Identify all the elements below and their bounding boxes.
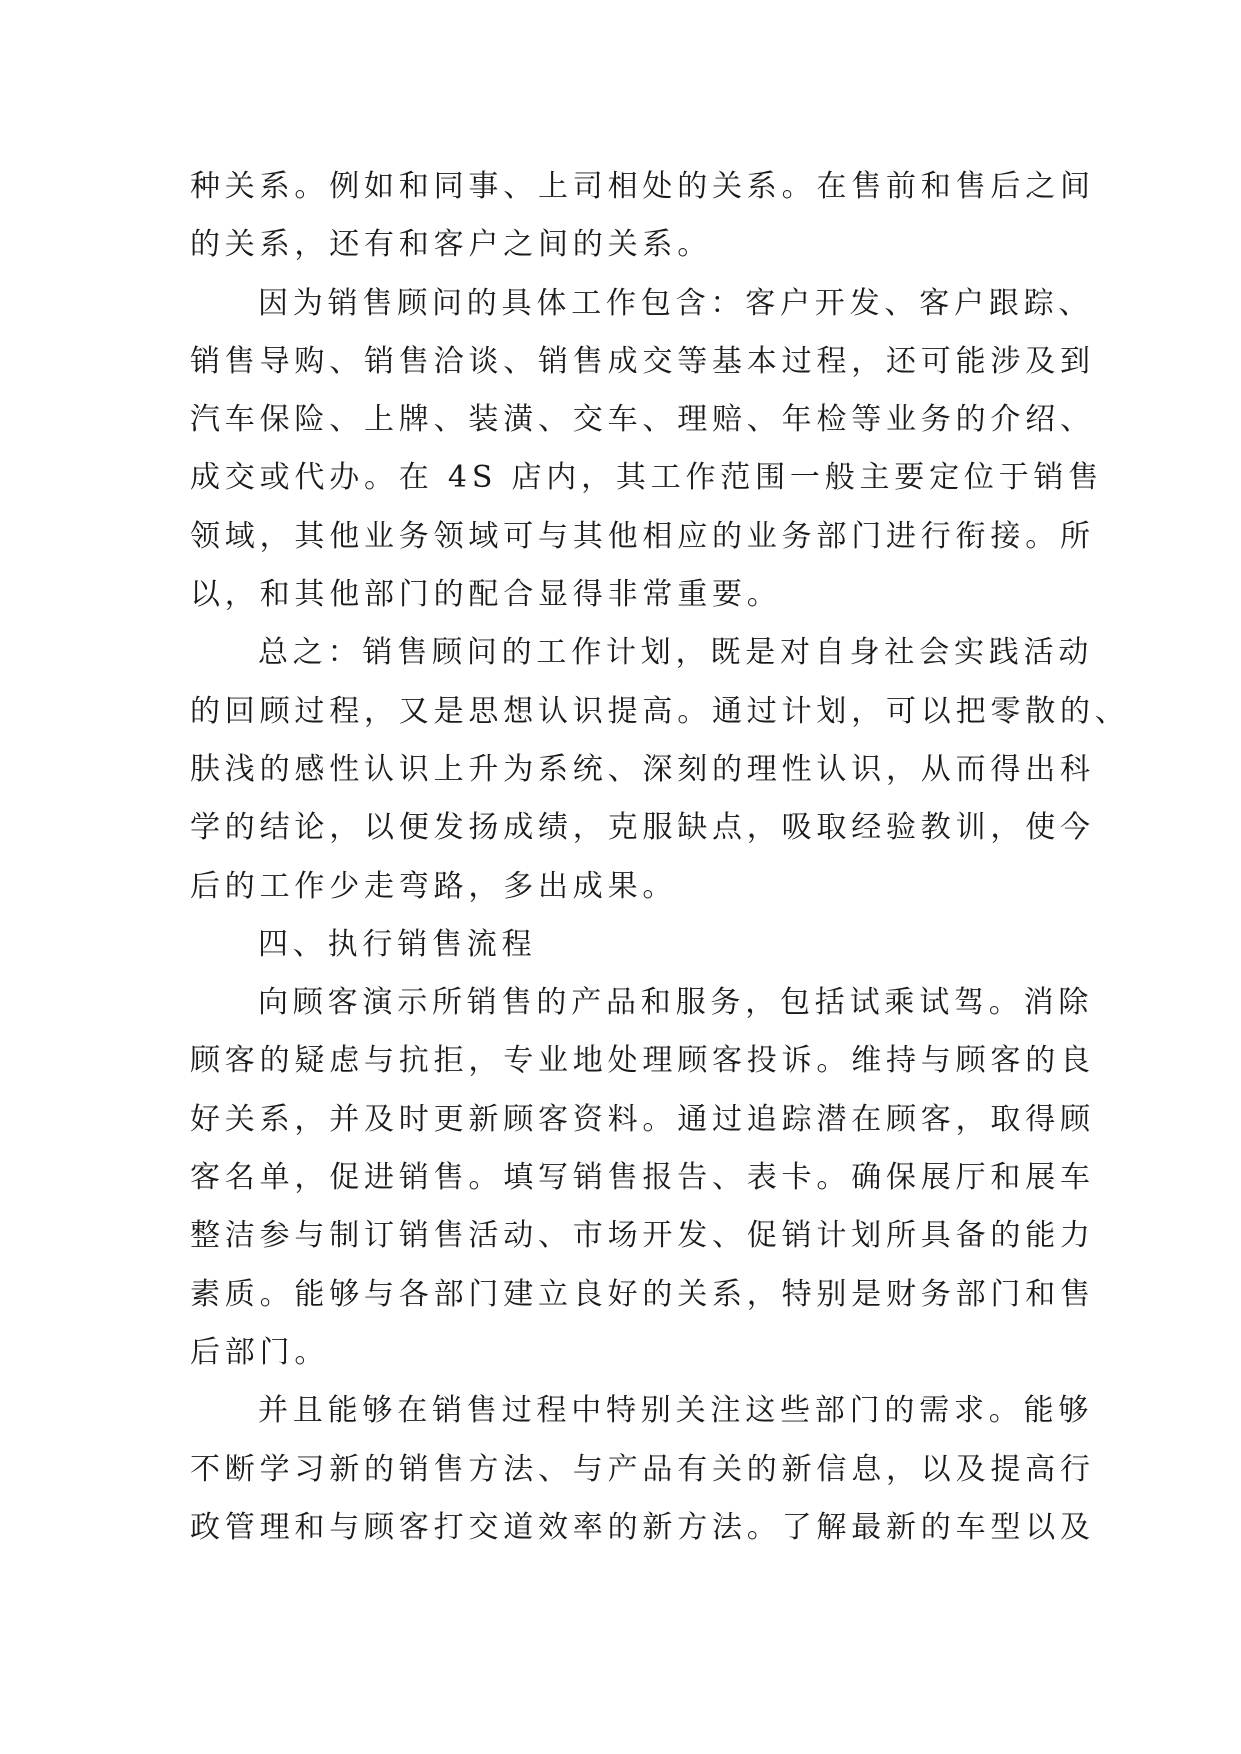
paragraph-start-line: 总之：销售顾问的工作计划，既是对自身社会实践活动 [258, 635, 1094, 671]
text-line: 汽车保险、上牌、装潢、交车、理赔、年检等业务的介绍、 [190, 402, 1095, 438]
text-line: 客名单，促进销售。填写销售报告、表卡。确保展厅和展车 [190, 1160, 1095, 1196]
text-line: 素质。能够与各部门建立良好的关系，特别是财务部门和售 [190, 1276, 1095, 1312]
text-line: 学的结论，以便发扬成绩，克服缺点，吸取经验教训，使今 [190, 810, 1095, 846]
text-line: 肤浅的感性认识上升为系统、深刻的理性认识，从而得出科 [190, 751, 1095, 787]
paragraph-start-line: 因为销售顾问的具体工作包含：客户开发、客户跟踪、 [258, 285, 1094, 321]
text-line: 种关系。例如和同事、上司相处的关系。在售前和售后之间 [190, 169, 1095, 204]
text-line: 整洁参与制订销售活动、市场开发、促销计划所具备的能力 [190, 1218, 1095, 1254]
paragraph-start-line: 向顾客演示所销售的产品和服务，包括试乘试驾。消除 [258, 985, 1094, 1021]
document-body [190, 158, 1130, 1557]
paragraph-start-line: 并且能够在销售过程中特别关注这些部门的需求。能够 [258, 1393, 1094, 1429]
text-line: 后的工作少走弯路，多出成果。 [190, 868, 678, 904]
text-line: 好关系，并及时更新顾客资料。通过追踪潜在顾客，取得顾 [190, 1101, 1095, 1137]
text-line: 领域，其他业务领域可与其他相应的业务部门进行衔接。所 [190, 518, 1095, 554]
text-line: 不断学习新的销售方法、与产品有关的新信息，以及提高行 [190, 1451, 1095, 1487]
text-line: 后部门。 [190, 1334, 330, 1370]
text-line: 销售导购、销售洽谈、销售成交等基本过程，还可能涉及到 [190, 343, 1095, 379]
text-line: 以，和其他部门的配合显得非常重要。 [190, 577, 782, 613]
text-line: 的关系，还有和客户之间的关系。 [190, 227, 712, 263]
section-heading: 四、执行销售流程 [258, 926, 537, 962]
text-line: 成交或代办。在 4S 店内，其工作范围一般主要定位于销售 [190, 460, 1104, 496]
text-line: 顾客的疑虑与抗拒，专业地处理顾客投诉。维持与顾客的良 [190, 1043, 1095, 1079]
text-line: 的回顾过程，又是思想认识提高。通过计划，可以把零散的、 [190, 693, 1130, 729]
text-line: 政管理和与顾客打交道效率的新方法。了解最新的车型以及 [190, 1509, 1095, 1545]
